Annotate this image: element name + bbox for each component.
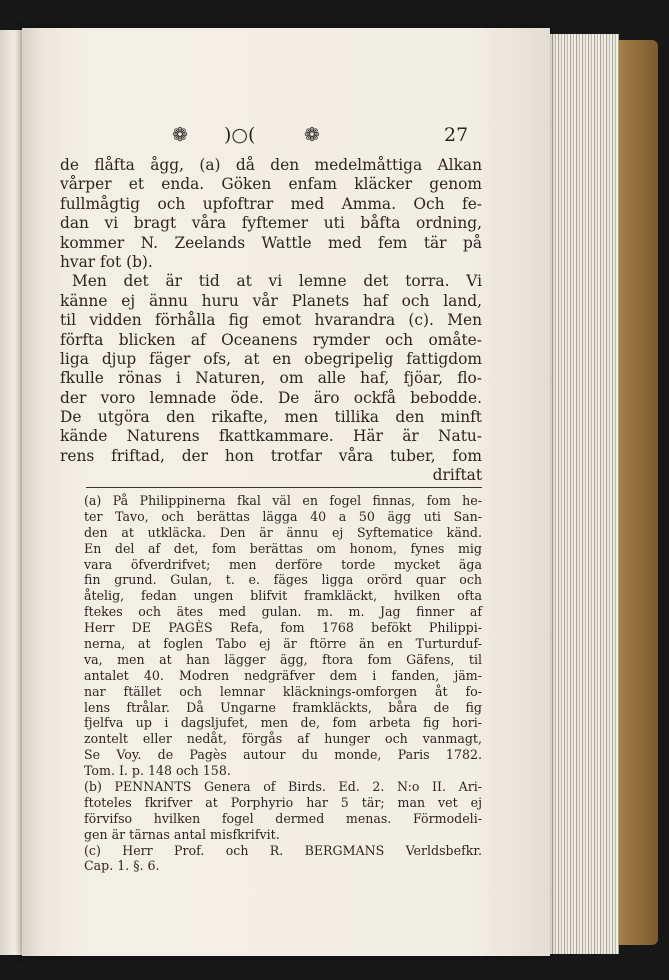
footnote-line: Herr DE PAGÈS Refa, fom 1768 befökt Philippi- <box>84 620 482 636</box>
footnote-line: ftoteles fkrifver at Porphyrio har 5 tär; man vet ej <box>84 794 482 810</box>
text-line: kände Naturens fkattkammare. Här är Natu- <box>60 427 482 446</box>
footnote-line: Tom. I. p. 148 och 158. <box>84 763 231 779</box>
footnote-line: va, men at han lägger ägg, ftora fom Gäfens, til <box>84 651 482 667</box>
catchword: driftat <box>432 466 482 485</box>
text-line: de flåfta ågg, (a) då den medelmåttiga Alkan <box>60 156 482 174</box>
text-line: förfta blicken af Oceanens rymder och omåte- <box>60 330 482 349</box>
ornament-middle: )○( <box>224 124 256 146</box>
text-line: känne ej ännu huru vår Planets haf och land, <box>60 291 482 310</box>
text-line: liga djup fäger ofs, at en obegripelig fattigdom <box>60 349 482 368</box>
page-edges <box>540 34 619 954</box>
text-line: vårper et enda. Göken enfam kläcker genom <box>60 175 482 194</box>
footnote-line: antalet 40. Modren nedgräfver dem i fanden, jäm- <box>84 667 482 683</box>
footnote-line: Cap. 1. §. 6. <box>84 858 160 874</box>
footnote-line: vara öfverdrifvet; men derföre torde mycket äga <box>84 556 482 572</box>
footnote-line: (c) Herr Prof. och R. BERGMANS Verldsbefkr. <box>84 842 482 858</box>
text-line: fullmågtig och upfoftrar med Amma. Och fe- <box>60 194 482 213</box>
footnote-line: Se Voy. de Pagès autour du monde, Paris 1782. <box>84 747 482 763</box>
footnote-rule <box>86 487 482 488</box>
text-line: Men det är tid at vi lemne det torra. Vi <box>72 272 482 291</box>
footnote-line: lens ftrålar. Då Ungarne framkläckts, båra de fig <box>84 699 482 715</box>
footnote-line: nar ftället och lemnar kläcknings-omforgen åt fo- <box>84 683 482 699</box>
page-header <box>22 123 550 147</box>
text-line: til vidden förhålla fig emot hvarandra (c). Men <box>60 311 482 330</box>
footnote-line: fjelfva up i dagsljufet, men de, fom arbeta fig hori- <box>84 715 482 731</box>
footnote-line: En del af det, fom berättas om honom, fynes mig <box>84 540 482 556</box>
footnote-line: förvifso hvilken fogel dermed menas. Förmodeli- <box>84 810 482 826</box>
book-page <box>22 28 550 956</box>
text-line: der voro lemnade öde. De äro ockfå bebodde. <box>60 388 482 407</box>
page-number: 27 <box>444 124 469 146</box>
footnote-line: zontelt eller nedåt, förgås af hunger och vanmagt, <box>84 731 482 747</box>
footnote-line: (a) På Philippinerna fkal väl en fogel finnas, fom he- <box>84 493 482 508</box>
footnotes <box>84 493 482 874</box>
footnote-line: (b) PENNANTS Genera of Birds. Ed. 2. N:o II. Ari- <box>84 779 482 795</box>
footnote-line: åtelig, fedan ungen blifvit framkläckt, hvilken ofta <box>84 588 482 604</box>
text-line: dan vi bragt våra fyftemer uti båfta ordning, <box>60 214 482 233</box>
footnote-line: nerna, at foglen Tabo ej är ftörre än en Turturduf- <box>84 636 482 652</box>
footnote-line: fin grund. Gulan, t. e. fäges ligga orörd quar och <box>84 572 482 588</box>
footnote-line: ter Tavo, och berättas lägga 40 a 50 ägg uti San- <box>84 508 482 524</box>
text-line: fkulle rönas i Naturen, om alle haf, fjöar, flo- <box>60 369 482 388</box>
main-text <box>60 156 482 486</box>
text-line: rens friftad, der hon trotfar våra tuber, fom <box>60 446 482 465</box>
ornament-left-icon: ❁ <box>172 124 188 146</box>
footnote-line: gen är tärnas antal misfkrifvit. <box>84 826 280 842</box>
footnote-line: ftekes och ätes med gulan. m. m. Jag finner af <box>84 604 482 620</box>
ornament-right-icon: ❁ <box>304 124 320 146</box>
footnote-line: den at utkläcka. Den är ännu ej Syftematice känd. <box>84 524 482 540</box>
text-line: kommer N. Zeelands Wattle med fem tär på <box>60 233 482 252</box>
text-line: De utgöra den rikafte, men tillika den minft <box>60 408 482 427</box>
text-line: hvar fot (b). <box>60 252 153 271</box>
